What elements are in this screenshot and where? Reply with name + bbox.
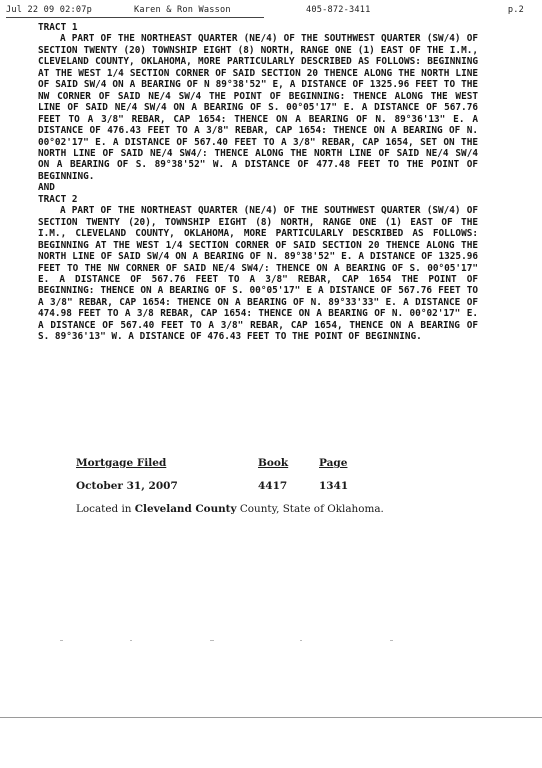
location-suffix: County, State of Oklahoma. (236, 503, 384, 515)
scan-speck (390, 640, 393, 641)
book-header: Book (258, 457, 289, 469)
scan-speck (300, 640, 302, 641)
fax-page-number: p.2 (507, 5, 524, 15)
page-bottom-rule (0, 717, 542, 718)
fax-header (6, 5, 536, 18)
fax-header-rule (6, 17, 264, 18)
fax-date: Jul 22 09 02:07p (6, 5, 92, 15)
legal-description (38, 22, 478, 343)
tract-1-description: A PART OF THE NORTHEAST QUARTER (NE/4) OF THE SOUTHWEST QUARTER (SW/4) OF SECTION TWENTY (20) TOWNSHIP EIGHT (8) NORTH, RANGE ONE (1) EAST OF THE I.M., CLEVELAND COUNTY, OKLAHOMA, MORE PARTICULARLY DESCRIBED AS FOLLOWS: BEGINNING AT THE WEST 1/4 SECTION CORNER OF SAID SECTION 20 THENCE ALONG THE NORTH LINE OF SAID SW/4 ON A BEARING OF N 89°38'52" E, A DISTANCE OF 1325.96 FEET TO THE NW CORNER OF SAID NE/4 SW/4 THE POINT OF BEGINNING: THENCE ALONG THE WEST LINE OF SAID NE/4 SW/4 ON A BEARING OF S. 00°05'17" E. A DISTANCE OF 567.76 FEET TO A 3/8" REBAR, CAP 1654: THENCE ON A BEARING OF N. 89°36'13" E. A DISTANCE OF 476.43 FEET TO A 3/8" REBAR, CAP 1654: THENCE ON A BEARING OF N. 00°02'17" E. A DISTANCE OF 567.40 FEET TO A 3/8" REBAR, CAP 1654, SET ON THE NORTH LINE OF SAID NE/4 SW4/: THENCE ALONG THE NORTH LINE OF SAID NE/4 SW/4 ON A BEARING OF S. 89°38'52" W. A DISTANCE OF 477.48 FEET TO THE POINT OF BEGINNING. (38, 33, 478, 182)
fax-phone: 405-872-3411 (306, 5, 371, 15)
page-number: 1341 (319, 480, 349, 492)
tract-2-title: TRACT 2 (38, 193, 78, 205)
location-prefix: Located in (76, 503, 135, 515)
scan-speck (60, 640, 63, 641)
scan-speck (130, 640, 132, 641)
tract-2-description: A PART OF THE NORTHEAST QUARTER (NE/4) OF THE SOUTHWEST QUARTER (SW/4) OF SECTION TWENTY (20), TOWNSHIP EIGHT (8) NORTH, RANGE ONE (1) EAST OF THE I.M., CLEVELAND COUNTY, OKLAHOMA, MORE PARTICULARLY DESCRIBED AS FOLLOWS: BEGINNING AT THE WEST 1/4 SECTION CORNER OF SAID SECTION 20 THENCE ALONG THE NORTH LINE OF SAID SW/4 ON A BEARING OF N. 89°38'52" E. A DISTANCE OF 1325.96 FEET TO THE NW CORNER OF SAID NE/4 SW4/: THENCE ON A BEARING OF S. 00°05'17" E. A DISTANCE OF 567.76 FEET TO A 3/8" REBAR, CAP 1654 THE POINT OF BEGINNING: THENCE ON A BEARING OF S. 00°05'17" E A DISTANCE OF 567.76 FEET TO A 3/8" REBAR, CAP 1654: THENCE ON A BEARING OF N. 89°33'33" E. A DISTANCE OF 474.98 FEET TO A 3/8 REBAR, CAP 1654: THENCE ON A BEARING OF N. 00°02'17" E. A DISTANCE OF 567.40 FEET TO A 3/8" REBAR, CAP 1654, THENCE ON A BEARING OF S. 89°36'13" W. A DISTANCE OF 476.43 FEET TO THE POINT OF BEGINNING. (38, 205, 478, 343)
tract-conjunction: AND (38, 182, 55, 194)
mortgage-filed-header: Mortgage Filed (76, 457, 167, 469)
tract-1-title: TRACT 1 (38, 22, 78, 33)
location-statement (76, 503, 384, 515)
book-number: 4417 (258, 480, 288, 492)
page-header: Page (319, 457, 348, 469)
fax-sender: Karen & Ron Wasson (134, 5, 231, 15)
mortgage-filed-date: October 31, 2007 (76, 480, 178, 492)
location-county: Cleveland County (134, 503, 237, 515)
scan-speck (210, 640, 214, 641)
